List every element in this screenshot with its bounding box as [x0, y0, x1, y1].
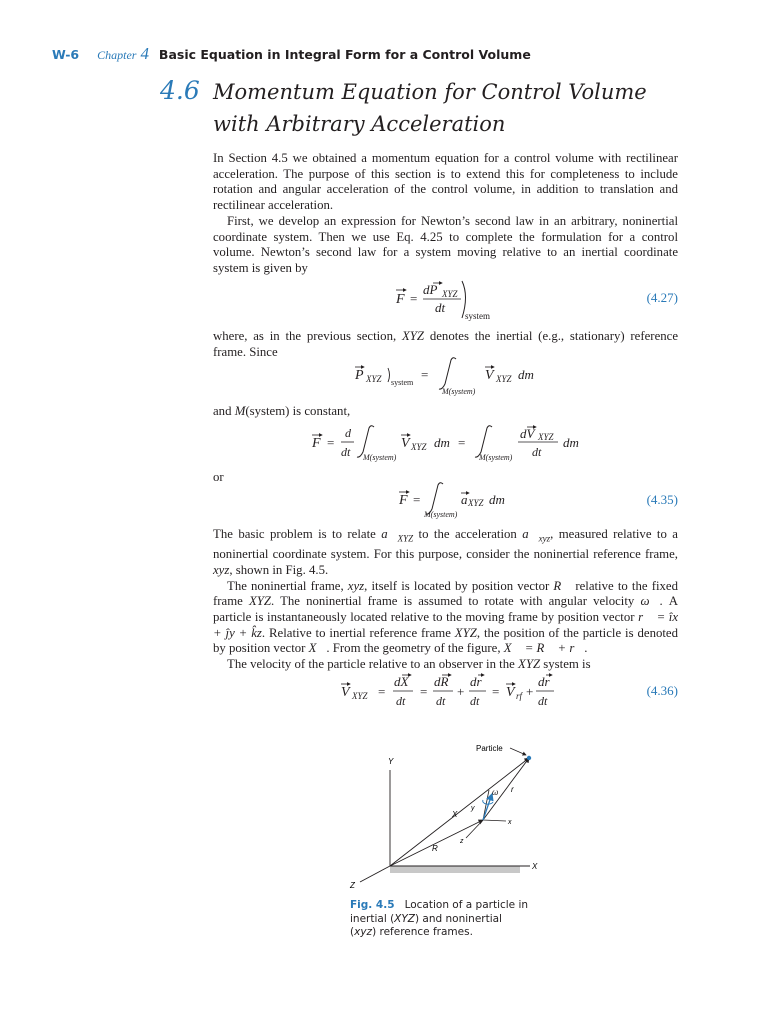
eqf-limit: M(system)	[363, 453, 397, 462]
label-y: y	[471, 805, 475, 812]
page-number: W-6	[52, 47, 80, 62]
label-Z: Z	[350, 881, 355, 890]
paragraph-2: First, we develop an expression for Newton’s second law in an arbitrary, noninertial coordinate system. Then we use Eq. 4.25 to complete the formulation for a control volume. Newton’s second law for a system moving relative to an inertial coordinate system is given by	[213, 213, 678, 275]
svg-text:+: +	[526, 684, 534, 699]
caption-label: Fig. 4.5	[350, 899, 395, 911]
eqp-lhs-sub: XYZ	[366, 374, 382, 384]
eqf-dt: dt	[341, 445, 351, 459]
paragraph-4: and M(system) is constant,	[213, 404, 351, 418]
particle-dot	[527, 756, 531, 760]
eqf-v-sub: XYZ	[411, 442, 427, 452]
eq436-dR: dR	[434, 674, 449, 689]
eq435-number: (4.35)	[646, 492, 678, 507]
eqp-lhs-sub2: system	[391, 378, 414, 387]
section-title-line1: Momentum Equation for Control Volume	[213, 80, 647, 104]
eq435-limit: M(system)	[424, 510, 458, 519]
eq427-lhs: F	[396, 292, 405, 307]
eq436-dt-4: dt	[538, 694, 548, 708]
eqf-num-sub: XYZ	[538, 432, 554, 442]
svg-text:+: +	[457, 684, 465, 699]
paragraph-or: or	[213, 470, 224, 484]
vector-X	[390, 758, 529, 866]
eqf-v: V	[401, 436, 410, 451]
eq427-sub: system	[465, 311, 491, 321]
axis-x	[483, 820, 506, 821]
chapter-number: 4	[140, 44, 149, 63]
figure-caption: Fig. 4.5 Location of a particle in inertial (XYZ) and noninertial (xyz) reference frames.	[350, 899, 529, 938]
eq435-integrand: a	[461, 492, 468, 507]
eq436-dt-1: dt	[396, 694, 406, 708]
eq427-num: dP	[423, 282, 438, 297]
equation-4-27-svg	[213, 280, 678, 322]
equation-4-36	[213, 672, 678, 712]
eq436-vrf: V	[506, 685, 515, 700]
eqp-integrand-sub: XYZ	[496, 374, 512, 384]
label-omega: ω	[492, 788, 499, 797]
label-Y: Y	[388, 757, 394, 766]
eqf-den: dt	[532, 445, 542, 459]
eq435-lhs: F	[399, 493, 408, 508]
eq436-lhs-sub: XYZ	[352, 691, 368, 701]
vector-R	[390, 820, 483, 866]
equation-4-35	[213, 486, 678, 520]
axis-z	[466, 820, 483, 838]
svg-text:=: =	[413, 492, 421, 507]
axis-Z	[360, 866, 390, 882]
paragraph-3: where, as in the previous section, XYZ denotes the inertial (e.g., stationary) reference frame. Since	[213, 329, 679, 359]
equation-force-svg	[213, 422, 678, 464]
eqp-dm: dm	[518, 367, 534, 382]
eq427-den: dt	[435, 300, 446, 315]
svg-text:=: =	[410, 291, 418, 306]
eqf-d: d	[345, 426, 351, 440]
chapter-title: Basic Equation in Integral Form for a Control Volume	[158, 47, 531, 62]
section-title	[213, 76, 693, 140]
figure-4-5	[340, 742, 555, 890]
label-X: X	[532, 862, 538, 871]
eqf-dm: dm	[434, 435, 450, 450]
svg-text:=: =	[327, 435, 335, 450]
eqp-limit: M(system)	[442, 387, 476, 396]
equation-4-35-svg	[213, 486, 678, 522]
eqp-integrand: V	[485, 368, 494, 383]
particle-leader	[510, 748, 526, 755]
label-rvec: r	[511, 785, 514, 794]
vector-r	[483, 758, 529, 820]
eq436-vrf-sub: rf	[516, 691, 523, 701]
running-header	[52, 44, 732, 62]
eq436-dX: dX	[394, 674, 409, 689]
eqf-dm-2: dm	[563, 435, 579, 450]
eq427-number: (4.27)	[646, 290, 678, 305]
svg-text:=: =	[421, 367, 429, 382]
svg-text:=: =	[458, 435, 466, 450]
paragraph-8: The velocity of the particle relative to an observer in the XYZ system is	[227, 657, 591, 672]
eq436-dr-2: dr	[538, 674, 550, 689]
equation-momentum	[213, 362, 678, 398]
svg-text:=: =	[420, 684, 428, 699]
equation-momentum-svg	[213, 362, 678, 398]
svg-text:=: =	[492, 684, 500, 699]
eq436-number: (4.36)	[646, 683, 678, 698]
body-paragraphs-main	[213, 527, 678, 673]
omega-rotation-arc	[483, 800, 493, 804]
label-particle: Particle	[476, 744, 503, 753]
paragraph-7: The noninertial frame, xyz, itself is located by position vector R⃗ relative to the fixed frame XYZ. The noninertial frame is assumed to rotate with angular velocity ω⃗. A particle is instantaneously located relative to the moving frame by position vector r⃗ = îx + ĵy + k̂z. Relative to inertial reference frame XYZ, the position of the particle is denoted by position vector X⃗. From the geometry of the figure, X⃗ = R⃗ + r⃗.	[213, 578, 678, 656]
eq435-integrand-sub: XYZ	[468, 498, 484, 508]
body-paragraphs-intro	[213, 151, 678, 277]
label-Xvec: X	[452, 810, 458, 819]
eq436-dt-2: dt	[436, 694, 446, 708]
eq427-num-sub: XYZ	[442, 289, 458, 299]
svg-text:=: =	[378, 684, 386, 699]
eqp-lhs: P	[355, 368, 364, 383]
eq436-lhs: V	[341, 685, 350, 700]
eq436-dt-3: dt	[470, 694, 480, 708]
section-title-line2: with Arbitrary Acceleration	[213, 112, 506, 136]
eqf-num: dV	[520, 426, 535, 441]
eqf-limit-2: M(system)	[479, 453, 513, 462]
chapter-word: Chapter	[97, 48, 137, 62]
equation-4-27	[213, 280, 678, 320]
paragraph-6: The basic problem is to relate $a⃗_{XYZ}$ to the acceleration $a⃗_{xyz}$, measured relative to a noninertial coordinate system. For this purpose, consider the noninertial reference frame, xyz, shown in Fig. 4.5.	[213, 527, 678, 577]
equation-4-36-svg	[213, 672, 678, 714]
label-R: R	[432, 844, 438, 853]
label-x: x	[508, 819, 512, 826]
equation-force	[213, 422, 678, 462]
paragraph-1: In Section 4.5 we obtained a momentum equation for a control volume with rectilinear acceleration. The purpose of this section is to extend this for completeness to include rotation and angular acceleration of the control volume, in addition to translation and rectilinear acceleration.	[213, 151, 678, 213]
ground-plane	[390, 866, 520, 873]
eq436-dr: dr	[470, 674, 482, 689]
label-z: z	[460, 838, 464, 845]
eqf-lhs: F	[312, 436, 321, 451]
section-number: 4.6	[160, 76, 200, 105]
eq435-dm: dm	[489, 492, 505, 507]
